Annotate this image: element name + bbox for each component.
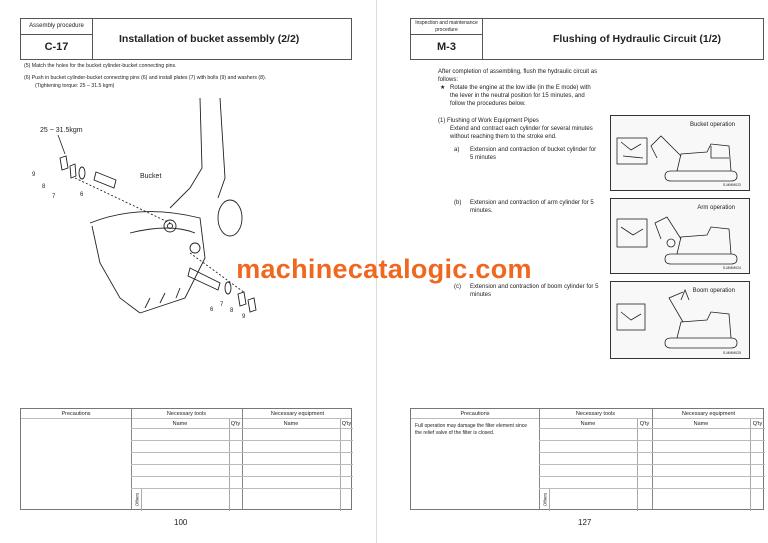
right-star-note: Rotate the engine at the low idle (in the E mode) with the lever in the neutral position for 15 minutes, and follow the procedures below. bbox=[450, 85, 591, 107]
item-b-text: Extension and contraction of arm cylinder for 5 minutes. bbox=[470, 200, 594, 214]
left-page-title: Installation of bucket assembly (2/2) bbox=[119, 33, 300, 45]
callout-bottom-8: 8 bbox=[230, 308, 234, 314]
right-equipment-name-header: Name bbox=[693, 421, 709, 427]
right-section-title: (1) Flushing of Work Equipment Pipes bbox=[438, 118, 539, 124]
left-tools-name-header: Name bbox=[172, 421, 188, 427]
right-tools-header: Necessary tools bbox=[575, 411, 616, 417]
left-requirements-table bbox=[20, 408, 352, 510]
right-page-header bbox=[410, 18, 764, 60]
bucket-figure-id: S-MMM023 bbox=[722, 183, 741, 187]
watermark: machinecatalogic.com bbox=[236, 254, 532, 284]
right-procedure-code: M-3 bbox=[437, 41, 456, 53]
right-precautions-header: Precautions bbox=[460, 411, 490, 417]
item-b-marker: (b) bbox=[454, 200, 462, 206]
left-step-5: (5) Match the holes for the bucket cylinder-bucket connecting pins. bbox=[24, 63, 177, 69]
left-step-6-torque: (Tightening torque: 25 – 31.5 kgm) bbox=[35, 83, 115, 89]
right-page-number: 127 bbox=[578, 518, 592, 527]
right-equipment-header: Necessary equipment bbox=[681, 411, 736, 417]
right-tools-name-header: Name bbox=[580, 421, 596, 427]
right-others-label: Others bbox=[542, 492, 548, 507]
excavator-icon bbox=[611, 116, 749, 190]
boom-figure-id: S-MMM025 bbox=[722, 351, 741, 355]
boom-operation-caption: Boom operation bbox=[692, 288, 735, 294]
left-procedure-code: C-17 bbox=[44, 41, 69, 53]
callout-top-7: 7 bbox=[52, 194, 56, 200]
bucket-assembly-figure bbox=[20, 98, 270, 323]
left-tag-box bbox=[21, 19, 93, 59]
right-section-body: Extend and contract each cylinder for several minutes without reaching them to the stroke end. bbox=[450, 126, 593, 140]
bucket-operation-caption: Bucket operation bbox=[689, 122, 735, 128]
item-a-text: Extension and contraction of bucket cylinder for 5 minutes bbox=[470, 147, 597, 161]
right-tag-box bbox=[411, 19, 483, 59]
arm-figure-id: S-MMM024 bbox=[722, 266, 741, 270]
torque-label: 25 ~ 31.5kgm bbox=[40, 127, 83, 134]
right-intro: After completion of assembling, flush the hydraulic circuit as follows: bbox=[438, 69, 598, 83]
right-page-title: Flushing of Hydraulic Circuit (1/2) bbox=[553, 33, 722, 45]
callout-top-6: 6 bbox=[80, 192, 84, 198]
bucket-label: Bucket bbox=[140, 173, 162, 180]
arm-operation-caption: Arm operation bbox=[697, 205, 735, 211]
left-tools-qty-header: Q'ty bbox=[230, 421, 241, 427]
callout-bottom-7: 7 bbox=[220, 302, 224, 308]
right-tools-qty-header: Q'ty bbox=[639, 421, 650, 427]
item-a-marker: a) bbox=[454, 147, 460, 153]
left-page-header bbox=[20, 18, 352, 60]
left-equipment-name-header: Name bbox=[283, 421, 299, 427]
right-precaution-text: Full operation may damage the filter element since the relief valve of the filter is closed. bbox=[415, 423, 528, 436]
left-tools-header: Necessary tools bbox=[166, 411, 207, 417]
callout-top-9: 9 bbox=[32, 172, 36, 178]
left-equipment-header: Necessary equipment bbox=[270, 411, 325, 417]
bucket-operation-figure bbox=[610, 115, 750, 191]
boom-operation-figure bbox=[610, 281, 750, 359]
item-c-text: Extension and contraction of boom cylinder for 5 minutes bbox=[470, 284, 599, 298]
excavator-icon bbox=[611, 282, 749, 358]
left-step-6: (6) Push in bucket cylinder-bucket connecting pins (6) and install plates (7) with bolts (9) and washers (8). bbox=[24, 75, 267, 81]
callout-bottom-6: 6 bbox=[210, 307, 214, 313]
right-header-tag: Inspection and maintenance procedure bbox=[411, 19, 482, 35]
callout-bottom-9: 9 bbox=[242, 314, 246, 320]
left-header-tag: Assembly procedure bbox=[21, 19, 92, 35]
right-equipment-qty-header: Q'ty bbox=[752, 421, 763, 427]
left-page-number: 100 bbox=[174, 518, 188, 527]
left-others-label: Others bbox=[134, 492, 140, 507]
callout-top-8: 8 bbox=[42, 184, 46, 190]
right-requirements-table bbox=[410, 408, 764, 510]
left-equipment-qty-header: Q'ty bbox=[341, 421, 352, 427]
item-c-marker: (c) bbox=[454, 284, 461, 290]
left-precautions-header: Precautions bbox=[61, 411, 91, 417]
star-icon: ★ bbox=[440, 85, 446, 91]
